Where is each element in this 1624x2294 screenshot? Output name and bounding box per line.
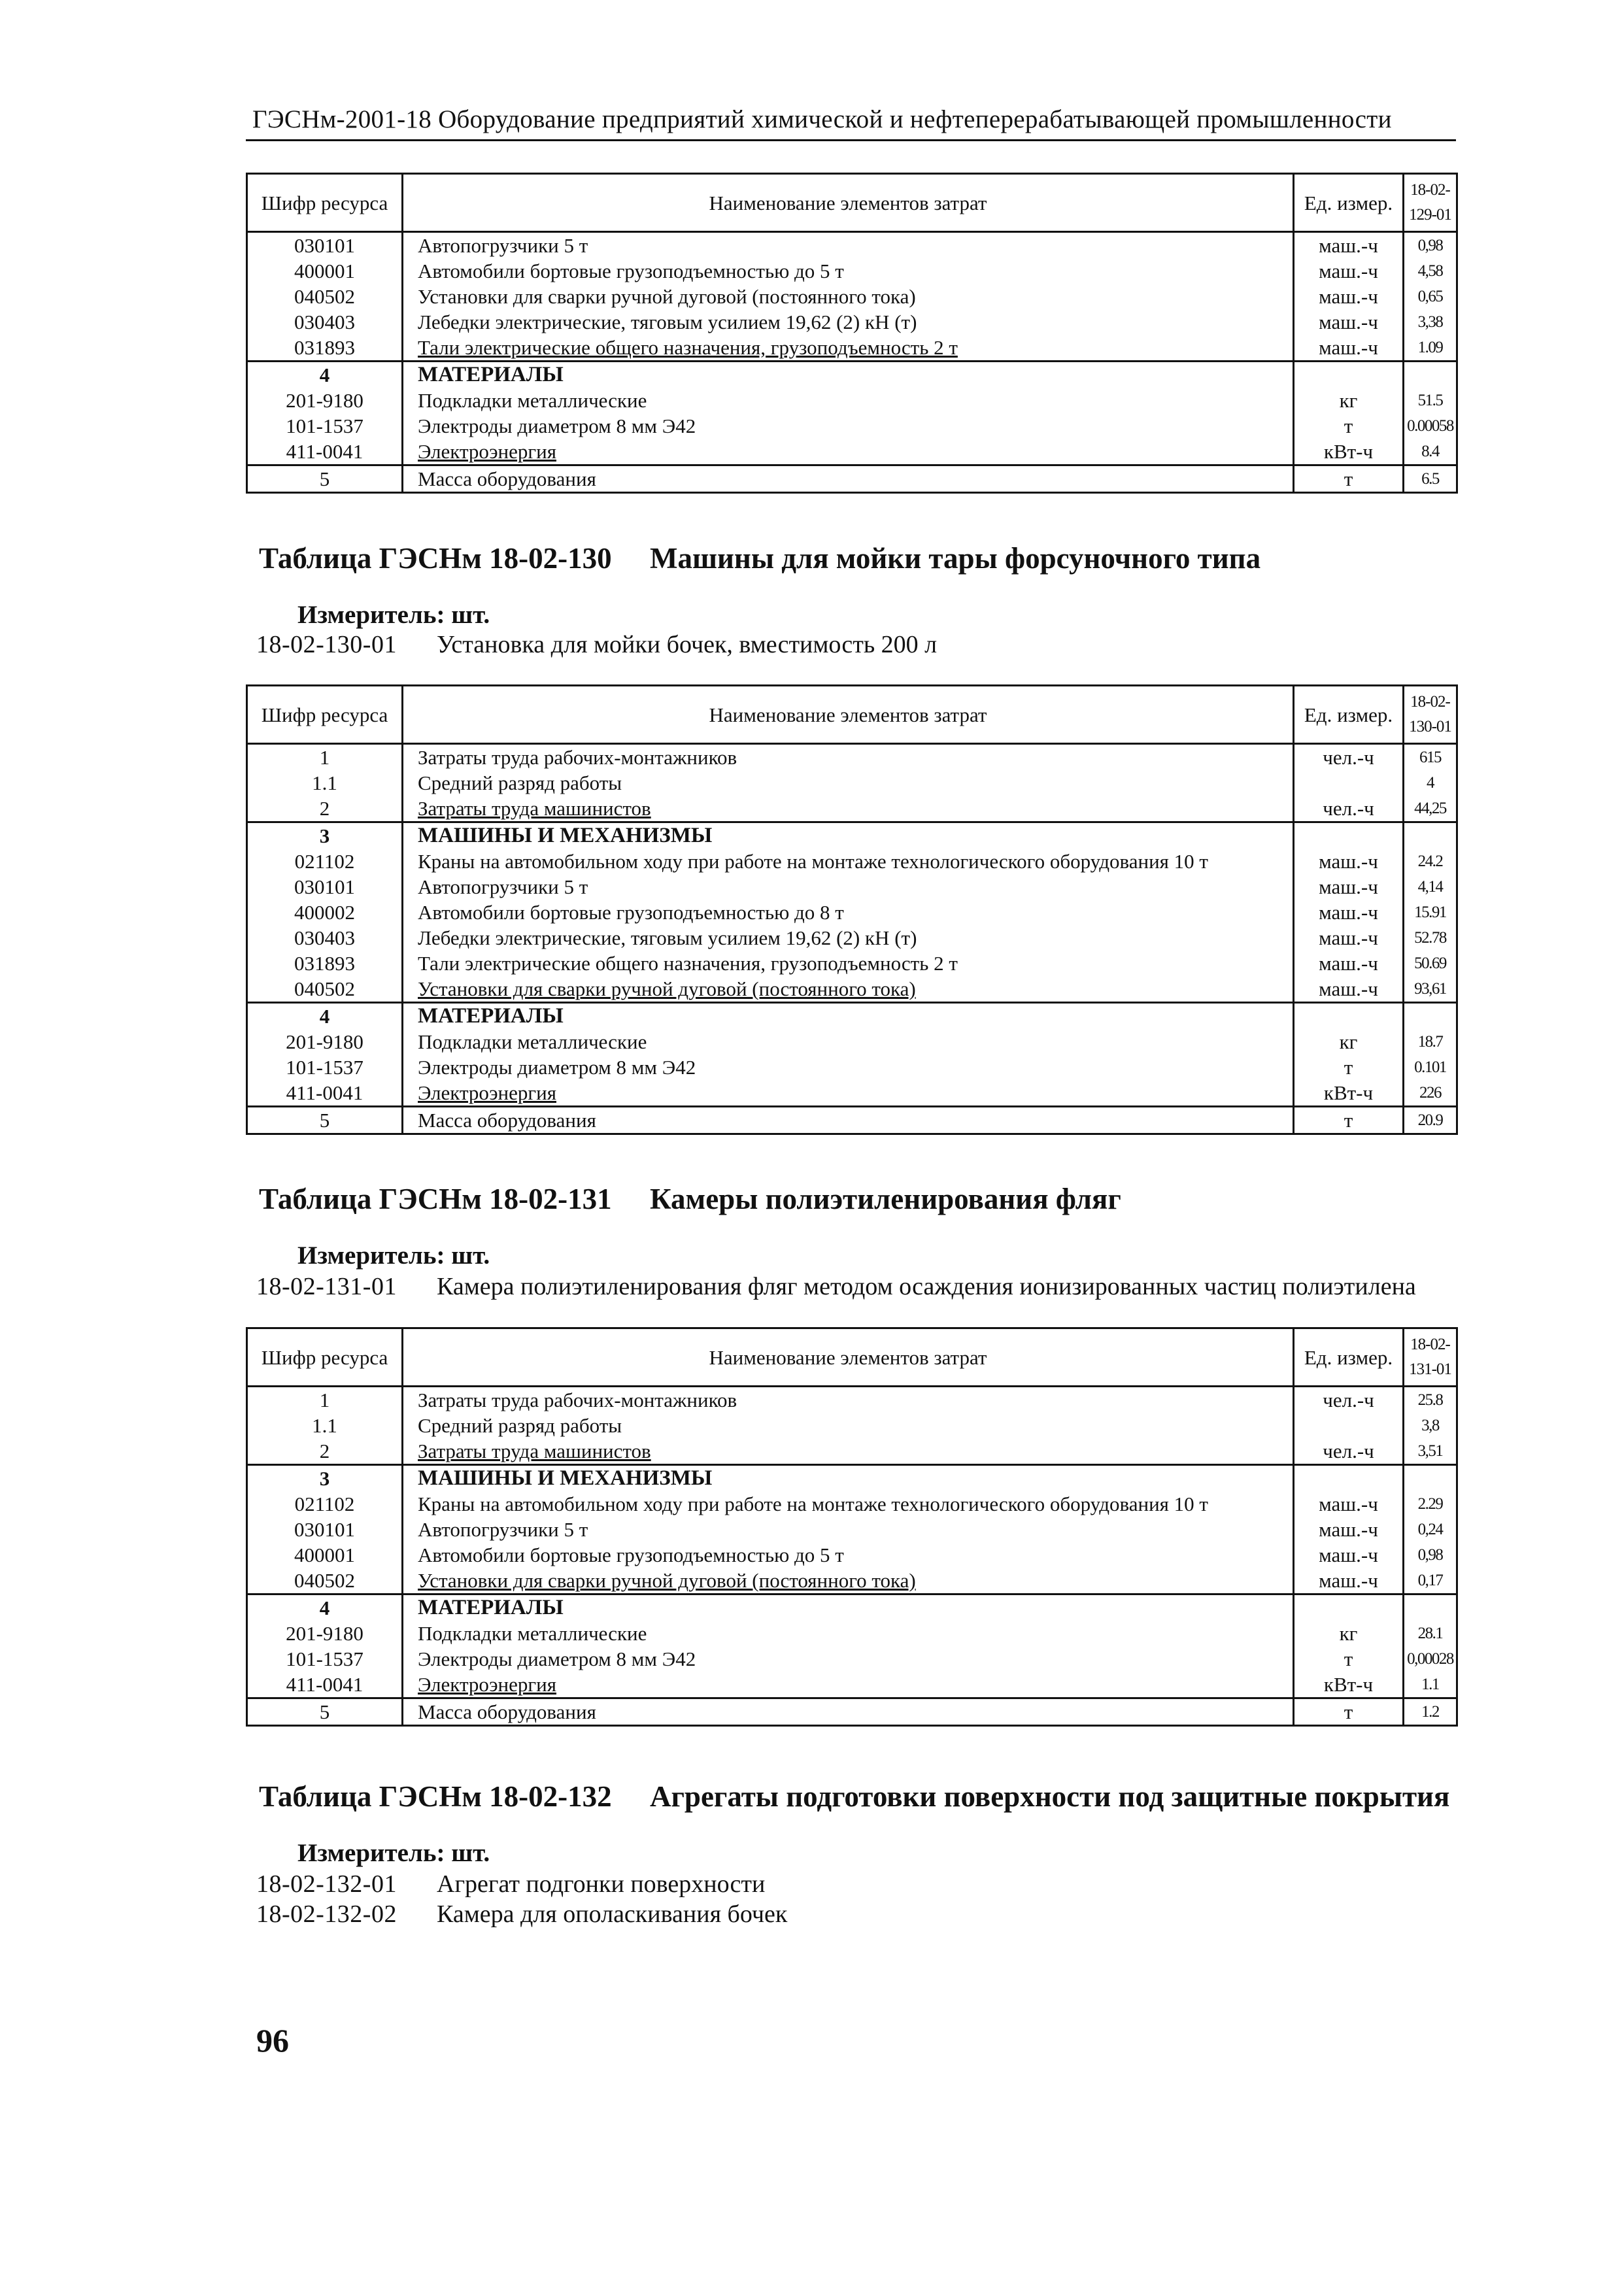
unit-cell: кг <box>1294 1621 1404 1646</box>
unit-cell: маш.-ч <box>1294 258 1404 284</box>
norm-code-line2: 131-01 <box>1409 1360 1451 1378</box>
table-title-name: Камеры полиэтиленирования фляг <box>650 1183 1121 1215</box>
unit-cell: т <box>1294 1646 1404 1672</box>
unit-cell: маш.-ч <box>1294 309 1404 335</box>
resource-code-cell: 4 <box>247 362 403 388</box>
norm-value-cell: 3,38 <box>1404 309 1457 335</box>
unit-cell: маш.-ч <box>1294 1491 1404 1517</box>
table-row <box>247 1672 1457 1698</box>
column-header-unit: Ед. измер. <box>1294 174 1404 232</box>
norm-value-cell <box>1404 1465 1457 1492</box>
norm-code-line2: 130-01 <box>1409 718 1451 735</box>
norm-value-cell: 1.1 <box>1404 1672 1457 1698</box>
norm-value-cell: 0,24 <box>1404 1517 1457 1542</box>
norm-value-cell <box>1404 822 1457 849</box>
measure-label: Измеритель: шт. <box>297 601 490 629</box>
norm-value-cell: 20.9 <box>1404 1107 1457 1134</box>
column-header-code: Шифр ресурса <box>247 174 403 232</box>
resource-name-cell: Затраты труда рабочих-монтажников <box>403 744 1294 771</box>
resource-name-cell: МАТЕРИАЛЫ <box>403 1594 1294 1621</box>
norm-value-cell: 93,61 <box>1404 976 1457 1003</box>
resource-name-cell: Лебедки электрические, тяговым усилием 19,62 (2) кН (т) <box>403 925 1294 951</box>
resource-code-cell: 030403 <box>247 925 403 951</box>
table-title-code: Таблица ГЭСНм 18-02-131 <box>259 1183 612 1215</box>
table-row <box>247 1594 1457 1621</box>
resource-name-cell: МАТЕРИАЛЫ <box>403 1003 1294 1030</box>
resource-name-cell: Краны на автомобильном ходу при работе на монтаже технологического оборудования 10 т <box>403 1491 1294 1517</box>
resource-name-cell: Подкладки металлические <box>403 1621 1294 1646</box>
resource-code-cell: 040502 <box>247 284 403 309</box>
norm-value-cell: 51.5 <box>1404 388 1457 413</box>
table-row <box>247 388 1457 413</box>
norm-value-cell: 18.7 <box>1404 1029 1457 1054</box>
resource-name-cell: Установки для сварки ручной дуговой (постоянного тока) <box>403 1568 1294 1594</box>
resource-code-cell: 031893 <box>247 951 403 976</box>
table-title-18-02-130 <box>259 541 1260 575</box>
resource-name-cell: Электроэнергия <box>403 1080 1294 1107</box>
resource-code-cell: 021102 <box>247 1491 403 1517</box>
resource-code-cell: 101-1537 <box>247 1646 403 1672</box>
resource-code-cell: 201-9180 <box>247 1621 403 1646</box>
norm-code-line2: 129-01 <box>1409 206 1451 224</box>
resource-name-cell: Электроэнергия <box>403 439 1294 465</box>
unit-cell: маш.-ч <box>1294 849 1404 874</box>
norm-item-code: 18-02-131-01 <box>256 1273 397 1300</box>
norm-value-cell: 4 <box>1404 770 1457 796</box>
table-row <box>247 413 1457 439</box>
resource-name-cell: Автопогрузчики 5 т <box>403 232 1294 259</box>
measure-label: Измеритель: шт. <box>297 1839 490 1867</box>
resource-name-cell: Лебедки электрические, тяговым усилием 19,62 (2) кН (т) <box>403 309 1294 335</box>
resource-name-cell: Автопогрузчики 5 т <box>403 874 1294 900</box>
column-header-norm-code <box>1404 1328 1457 1387</box>
running-header: ГЭСНм-2001-18 Оборудование предприятий химической и нефтеперерабатывающей промышленности <box>252 105 1392 133</box>
unit-cell: т <box>1294 465 1404 493</box>
unit-cell: кг <box>1294 1029 1404 1054</box>
norm-value-cell: 24.2 <box>1404 849 1457 874</box>
resource-name-cell: Тали электрические общего назначения, грузоподъемность 2 т <box>403 335 1294 362</box>
resource-name-cell: Краны на автомобильном ходу при работе на монтаже технологического оборудования 10 т <box>403 849 1294 874</box>
norm-item <box>256 630 937 659</box>
column-header-unit: Ед. измер. <box>1294 1328 1404 1387</box>
table-row <box>247 951 1457 976</box>
norm-item-code: 18-02-132-02 <box>256 1900 397 1928</box>
resource-code-cell: 1 <box>247 744 403 771</box>
unit-cell <box>1294 822 1404 849</box>
norm-value-cell: 1.2 <box>1404 1698 1457 1726</box>
resource-code-cell: 4 <box>247 1003 403 1030</box>
unit-cell <box>1294 1594 1404 1621</box>
resource-code-cell: 411-0041 <box>247 1080 403 1107</box>
unit-cell: кВт-ч <box>1294 439 1404 465</box>
norm-value-cell: 4,14 <box>1404 874 1457 900</box>
table-row <box>247 1542 1457 1568</box>
norm-value-cell: 25.8 <box>1404 1387 1457 1413</box>
unit-cell: маш.-ч <box>1294 1517 1404 1542</box>
resource-code-cell: 3 <box>247 1465 403 1492</box>
resource-code-cell: 201-9180 <box>247 1029 403 1054</box>
norm-value-cell: 0,17 <box>1404 1568 1457 1594</box>
resource-name-cell: Подкладки металлические <box>403 388 1294 413</box>
table-row <box>247 335 1457 362</box>
unit-cell: кг <box>1294 388 1404 413</box>
table-row <box>247 976 1457 1003</box>
unit-cell: маш.-ч <box>1294 1542 1404 1568</box>
unit-cell: кВт-ч <box>1294 1080 1404 1107</box>
unit-cell: т <box>1294 1054 1404 1080</box>
unit-cell: маш.-ч <box>1294 976 1404 1003</box>
resource-code-cell: 5 <box>247 465 403 493</box>
resource-code-cell: 030403 <box>247 309 403 335</box>
unit-cell <box>1294 1465 1404 1492</box>
resource-code-cell: 5 <box>247 1698 403 1726</box>
column-header-unit: Ед. измер. <box>1294 686 1404 744</box>
unit-cell <box>1294 770 1404 796</box>
resource-table-18-02-129 <box>246 173 1458 494</box>
table-row <box>247 1621 1457 1646</box>
resource-name-cell: Электроэнергия <box>403 1672 1294 1698</box>
table-row <box>247 1387 1457 1413</box>
norm-value-cell <box>1404 362 1457 388</box>
table-title-name: Агрегаты подготовки поверхности под защитные покрытия <box>650 1780 1450 1813</box>
table-row <box>247 849 1457 874</box>
resource-name-cell: Электроды диаметром 8 мм Э42 <box>403 1646 1294 1672</box>
column-header-norm-code <box>1404 174 1457 232</box>
norm-item-name: Агрегат подгонки поверхности <box>437 1870 766 1898</box>
norm-value-cell: 44,25 <box>1404 796 1457 822</box>
resource-table-18-02-130 <box>246 684 1458 1135</box>
table-title-code: Таблица ГЭСНм 18-02-132 <box>259 1780 612 1813</box>
table-row <box>247 925 1457 951</box>
resource-code-cell: 1.1 <box>247 1413 403 1438</box>
resource-code-cell: 4 <box>247 1594 403 1621</box>
table-row <box>247 796 1457 822</box>
table-row <box>247 1465 1457 1492</box>
norm-value-cell: 0,00028 <box>1404 1646 1457 1672</box>
unit-cell: т <box>1294 1107 1404 1134</box>
column-header-code: Шифр ресурса <box>247 1328 403 1387</box>
resource-code-cell: 400001 <box>247 258 403 284</box>
table-title-18-02-132 <box>259 1780 1449 1813</box>
resource-code-cell: 021102 <box>247 849 403 874</box>
norm-value-cell: 15.91 <box>1404 900 1457 925</box>
page-number: 96 <box>256 2022 289 2059</box>
table-row <box>247 874 1457 900</box>
resource-name-cell: Установки для сварки ручной дуговой (постоянного тока) <box>403 284 1294 309</box>
unit-cell: чел.-ч <box>1294 796 1404 822</box>
table-row <box>247 1438 1457 1465</box>
norm-value-cell <box>1404 1594 1457 1621</box>
table-row <box>247 309 1457 335</box>
resource-code-cell: 101-1537 <box>247 1054 403 1080</box>
table-row <box>247 1413 1457 1438</box>
table-row <box>247 258 1457 284</box>
resource-code-cell: 201-9180 <box>247 388 403 413</box>
norm-value-cell: 1.09 <box>1404 335 1457 362</box>
table-row <box>247 1107 1457 1134</box>
norm-value-cell: 3,8 <box>1404 1413 1457 1438</box>
norm-value-cell: 6.5 <box>1404 465 1457 493</box>
unit-cell <box>1294 1413 1404 1438</box>
measure-label: Измеритель: шт. <box>297 1241 490 1270</box>
resource-code-cell: 2 <box>247 796 403 822</box>
unit-cell: маш.-ч <box>1294 925 1404 951</box>
norm-item <box>256 1272 1416 1301</box>
resource-name-cell: Электроды диаметром 8 мм Э42 <box>403 1054 1294 1080</box>
resource-code-cell: 400002 <box>247 900 403 925</box>
table-row <box>247 439 1457 465</box>
table-row <box>247 1003 1457 1030</box>
column-header-name: Наименование элементов затрат <box>403 686 1294 744</box>
unit-cell: кВт-ч <box>1294 1672 1404 1698</box>
unit-cell: маш.-ч <box>1294 335 1404 362</box>
table-row <box>247 362 1457 388</box>
resource-code-cell: 5 <box>247 1107 403 1134</box>
table-row <box>247 1029 1457 1054</box>
resource-code-cell: 411-0041 <box>247 1672 403 1698</box>
resource-code-cell: 3 <box>247 822 403 849</box>
table-title-18-02-131 <box>259 1182 1121 1216</box>
table-row <box>247 744 1457 771</box>
resource-name-cell: Затраты труда машинистов <box>403 796 1294 822</box>
norm-value-cell: 0,65 <box>1404 284 1457 309</box>
table-title-name: Машины для мойки тары форсуночного типа <box>650 542 1261 575</box>
resource-name-cell: МАШИНЫ И МЕХАНИЗМЫ <box>403 822 1294 849</box>
resource-name-cell: Подкладки металлические <box>403 1029 1294 1054</box>
unit-cell: чел.-ч <box>1294 744 1404 771</box>
unit-cell: маш.-ч <box>1294 951 1404 976</box>
header-rule <box>246 139 1456 141</box>
norm-item <box>256 1870 765 1898</box>
norm-value-cell: 28.1 <box>1404 1621 1457 1646</box>
resource-code-cell: 040502 <box>247 976 403 1003</box>
table-row <box>247 284 1457 309</box>
norm-value-cell: 0.101 <box>1404 1054 1457 1080</box>
table-row <box>247 1491 1457 1517</box>
norm-value-cell: 4,58 <box>1404 258 1457 284</box>
norm-item-code: 18-02-132-01 <box>256 1870 397 1898</box>
norm-value-cell: 2.29 <box>1404 1491 1457 1517</box>
resource-table-18-02-131 <box>246 1327 1458 1727</box>
norm-value-cell: 50.69 <box>1404 951 1457 976</box>
table-row <box>247 900 1457 925</box>
unit-cell <box>1294 1003 1404 1030</box>
norm-item <box>256 1900 787 1929</box>
table-row <box>247 770 1457 796</box>
resource-name-cell: Затраты труда рабочих-монтажников <box>403 1387 1294 1413</box>
table-row <box>247 1646 1457 1672</box>
table-row <box>247 1080 1457 1107</box>
resource-name-cell: Установки для сварки ручной дуговой (постоянного тока) <box>403 976 1294 1003</box>
unit-cell: маш.-ч <box>1294 1568 1404 1594</box>
resource-code-cell: 411-0041 <box>247 439 403 465</box>
resource-code-cell: 1.1 <box>247 770 403 796</box>
unit-cell: чел.-ч <box>1294 1387 1404 1413</box>
resource-name-cell: Тали электрические общего назначения, грузоподъемность 2 т <box>403 951 1294 976</box>
norm-value-cell: 52.78 <box>1404 925 1457 951</box>
norm-item-name: Камера для ополаскивания бочек <box>437 1900 788 1928</box>
column-header-code: Шифр ресурса <box>247 686 403 744</box>
unit-cell: маш.-ч <box>1294 874 1404 900</box>
resource-code-cell: 400001 <box>247 1542 403 1568</box>
unit-cell: маш.-ч <box>1294 284 1404 309</box>
norm-code-line1: 18-02- <box>1410 1336 1450 1353</box>
table-row <box>247 822 1457 849</box>
norm-code-line1: 18-02- <box>1410 181 1450 199</box>
resource-name-cell: Масса оборудования <box>403 1107 1294 1134</box>
resource-name-cell: Масса оборудования <box>403 1698 1294 1726</box>
norm-value-cell: 8.4 <box>1404 439 1457 465</box>
resource-code-cell: 101-1537 <box>247 413 403 439</box>
norm-value-cell: 0,98 <box>1404 1542 1457 1568</box>
norm-value-cell: 0,98 <box>1404 232 1457 259</box>
norm-item-name: Установка для мойки бочек, вместимость 200 л <box>437 631 938 658</box>
norm-value-cell: 0.00058 <box>1404 413 1457 439</box>
resource-name-cell: МАШИНЫ И МЕХАНИЗМЫ <box>403 1465 1294 1492</box>
unit-cell: т <box>1294 413 1404 439</box>
unit-cell: т <box>1294 1698 1404 1726</box>
resource-name-cell: Автомобили бортовые грузоподъемностью до 5 т <box>403 258 1294 284</box>
column-header-name: Наименование элементов затрат <box>403 1328 1294 1387</box>
resource-name-cell: МАТЕРИАЛЫ <box>403 362 1294 388</box>
column-header-norm-code <box>1404 686 1457 744</box>
table-row <box>247 1698 1457 1726</box>
unit-cell <box>1294 362 1404 388</box>
unit-cell: маш.-ч <box>1294 900 1404 925</box>
resource-code-cell: 030101 <box>247 232 403 259</box>
table-row <box>247 1054 1457 1080</box>
norm-code-line1: 18-02- <box>1410 693 1450 711</box>
unit-cell: чел.-ч <box>1294 1438 1404 1465</box>
resource-code-cell: 030101 <box>247 1517 403 1542</box>
norm-item-name: Камера полиэтиленирования фляг методом осаждения ионизированных частиц полиэтилена <box>437 1273 1416 1300</box>
resource-name-cell: Электроды диаметром 8 мм Э42 <box>403 413 1294 439</box>
resource-code-cell: 040502 <box>247 1568 403 1594</box>
resource-code-cell: 031893 <box>247 335 403 362</box>
column-header-name: Наименование элементов затрат <box>403 174 1294 232</box>
resource-name-cell: Средний разряд работы <box>403 1413 1294 1438</box>
resource-name-cell: Затраты труда машинистов <box>403 1438 1294 1465</box>
resource-code-cell: 2 <box>247 1438 403 1465</box>
table-row <box>247 1517 1457 1542</box>
norm-value-cell: 615 <box>1404 744 1457 771</box>
table-title-code: Таблица ГЭСНм 18-02-130 <box>259 542 612 575</box>
resource-name-cell: Автопогрузчики 5 т <box>403 1517 1294 1542</box>
table-row <box>247 1568 1457 1594</box>
table-row <box>247 232 1457 259</box>
resource-name-cell: Автомобили бортовые грузоподъемностью до 5 т <box>403 1542 1294 1568</box>
norm-value-cell: 226 <box>1404 1080 1457 1107</box>
norm-item-code: 18-02-130-01 <box>256 631 397 658</box>
unit-cell: маш.-ч <box>1294 232 1404 259</box>
table-row <box>247 465 1457 493</box>
resource-code-cell: 1 <box>247 1387 403 1413</box>
resource-code-cell: 030101 <box>247 874 403 900</box>
norm-value-cell <box>1404 1003 1457 1030</box>
resource-name-cell: Масса оборудования <box>403 465 1294 493</box>
resource-name-cell: Средний разряд работы <box>403 770 1294 796</box>
norm-value-cell: 3,51 <box>1404 1438 1457 1465</box>
resource-name-cell: Автомобили бортовые грузоподъемностью до 8 т <box>403 900 1294 925</box>
